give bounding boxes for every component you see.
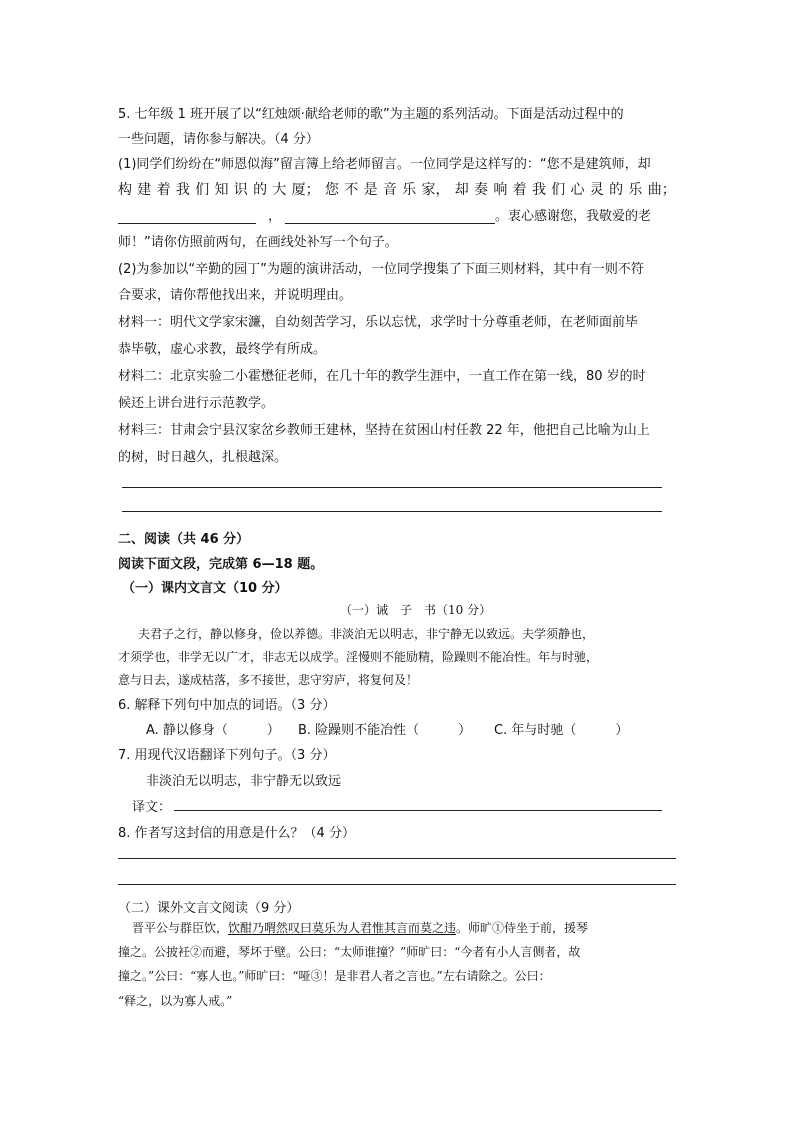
q8-prompt: 8. 作者写这封信的用意是什么？（4 分） [118,826,355,841]
answer-line-q5-1[interactable] [122,487,662,488]
q6-prompt: 6. 解释下列句中加点的词语。（3 分） [118,698,336,713]
q6-option-a: A. 静以修身（ ） [146,723,280,738]
classical-text-title: （一）诫 子 书（10 分） [340,603,492,617]
q5-part1-line-3 [118,205,651,224]
material-1-line-1: 材料一：明代文学家宋濂，自幼刻苦学习，乐以忘忧，求学时十分尊重老师，在老师面前毕 [118,315,639,330]
q5-part1-line-3-end: 。衷心感谢您，我敬爱的老 [495,209,652,224]
material-1-line-2: 恭毕敬，虚心求教，最终学有所成。 [118,342,327,357]
material-2-line-1: 材料二：北京实验二小霍懋征老师，在几十年的教学生涯中，一直工作在第一线，80 岁的时 [118,369,646,384]
spread-char: 灵 [589,182,604,198]
q8-answer-line-2[interactable] [118,884,676,885]
spread-char: 们 [195,182,210,198]
spread-char: 心 [570,182,585,198]
section-2-heading: 二、阅读（共 46 分） [118,532,250,547]
material-3-line-2: 的树，时日越久，扎根越深。 [118,450,288,465]
spread-char: 的 [609,182,624,198]
q5-part1-line-1: (1)同学们纷纷在“师恩似海”留言簿上给老师留言。一位同学是这样写的：“您不是建筑师，却 [118,157,651,172]
material-2-line-2: 候还上讲台进行示范教学。 [118,396,275,411]
spread-char: 奏 [474,182,489,198]
spread-char: 构 [118,182,132,198]
q7-prompt: 7. 用现代汉语翻译下列句子。（3 分） [118,748,336,763]
spread-char: 却 [454,182,469,198]
spread-char: 我 [531,182,546,198]
part-2-heading: （二）课外文言文阅读（9 分） [118,901,300,916]
answer-blank-2[interactable] [285,209,495,224]
comma: ， [268,209,282,224]
spread-char: 响 [493,182,508,198]
q7-answer-line[interactable] [174,810,662,811]
q6-option-c: C. 年与时驰（ ） [494,723,629,738]
answer-blank-1[interactable] [118,209,256,224]
section-2-instruction: 阅读下面文段，完成第 6—18 题。 [118,557,324,572]
q5-line-1: 5. 七年级 1 班开展了以“红烛颂·献给老师的歌”为主题的系列活动。下面是活动过程中的 [118,107,624,122]
q5-line-2: 一些问题，请你参与解决。（4 分） [118,132,319,147]
spread-char: 乐 [628,182,643,198]
extracurricular-text-line-3: 撞之。”公曰：“寡人也。”师旷曰：“哑③！是非君人者之言也。”左右请除之。公曰： [118,969,551,983]
spread-char: 不 [344,182,359,198]
classical-text-line-1: 夫君子之行，静以修身，俭以养德。非淡泊无以明志，非宁静无以致远。夫学须静也， [138,627,595,641]
spread-char: 家， [421,182,450,198]
q6-option-b: B. 险躁则不能冶性（ ） [298,723,472,738]
spread-char: 厦； [291,182,320,198]
q5-part1-line-2 [118,179,676,199]
spread-char: 着 [512,182,527,198]
classical-text-line-3: 意与日去，遂成枯落，多不接世，悲守穷庐，将复何及！ [118,673,419,687]
extracurricular-text-line-2: 撞之。公披衽②而避，琴坏于壁。公曰：“太师谁撞？”师旷曰：“今者有小人言侧者，故 [118,945,581,959]
q7-answer-label: 译文： [132,800,172,815]
spread-char: 您 [324,182,339,198]
spread-char: 大 [272,182,287,198]
q5-part1-line-4: 师！”请你仿照前两句，在画线处补写一个句子。 [118,235,398,250]
spread-char: 着 [156,182,171,198]
spread-char: 我 [175,182,190,198]
classical-text-line-2: 才须学也，非学无以广才，非志无以成学。淫慢则不能励精，险躁则不能冶性。年与时驰， [118,650,599,664]
spread-char: 们 [551,182,566,198]
material-3-line-1: 材料三：甘肃会宁县汉家岔乡教师王建林，坚持在贫困山村任教 22 年，他把自己比喻为山上 [118,423,650,438]
spread-char: 音 [382,182,397,198]
text-segment: 。师旷①侍坐于前，援琴 [456,921,589,935]
q5-part2-line-2: 合要求，请你帮他找出来，并说明理由。 [118,288,353,303]
text-segment: 晋平公与群臣饮， [132,921,229,935]
spread-char: 乐 [402,182,417,198]
underlined-sentence: 饮酣乃喟然叹曰莫乐为人君惟其言而莫之违 [228,921,457,935]
extracurricular-text-line-1 [132,919,588,936]
spread-char: 知 [214,182,229,198]
answer-line-q5-2[interactable] [122,511,662,512]
spread-char: 曲； [647,182,676,198]
spread-char: 识 [233,182,248,198]
spread-char: 的 [253,182,268,198]
part-1-heading: （一）课内文言文（10 分） [122,581,288,596]
spread-char: 建 [137,182,152,198]
q5-part2-line-1: (2)为参加以“辛勤的园丁”为题的演讲活动，一位同学搜集了下面三则材料，其中有一则不符 [118,262,644,277]
extracurricular-text-line-4: “释之，以为寡人戒。” [118,994,233,1008]
q8-answer-line-1[interactable] [118,858,676,859]
spread-char: 是 [363,182,378,198]
q7-sentence: 非淡泊无以明志，非宁静无以致远 [146,774,342,789]
